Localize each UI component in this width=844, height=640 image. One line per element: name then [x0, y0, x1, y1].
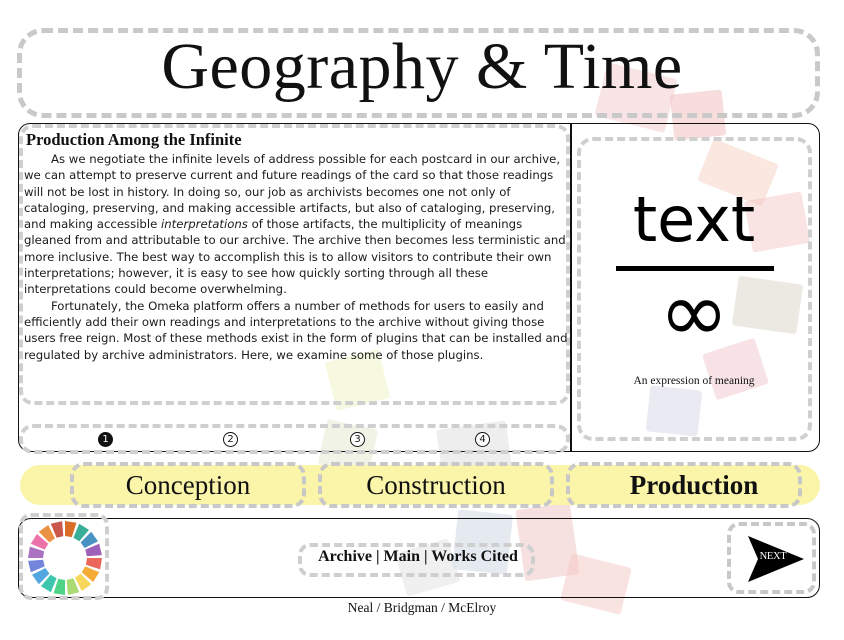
next-button-label[interactable]: NEXT: [759, 551, 787, 562]
works-cited-link[interactable]: Works Cited: [431, 548, 518, 565]
tab-conception[interactable]: Conception: [125, 470, 251, 500]
archive-link[interactable]: Archive: [318, 548, 372, 565]
section-heading: Production Among the Infinite: [26, 130, 242, 149]
page-1-button[interactable]: 1: [98, 432, 113, 447]
panel-divider: [570, 124, 572, 451]
page-4-button[interactable]: 4: [475, 432, 490, 447]
article-body: [24, 151, 569, 363]
infinity-icon: ∞: [659, 263, 729, 361]
logo-caption: An expression of meaning: [633, 375, 755, 387]
paragraph-text: As we negotiate the infinite levels of address possible for each postcard in our archive, we can attempt to preserve current and future readings of the card so that those readings will not be lost in history. In doing so, our job as archivists becomes one not only of cataloging, preserving, and making accessible artifacts, but also of cataloging, preserving, and making accessible: [24, 152, 561, 232]
link-separator: |: [376, 548, 380, 565]
page-3-button[interactable]: 3: [350, 432, 365, 447]
author-credits: Neal / Bridgman / McElroy: [347, 600, 497, 615]
emphasized-term: interpretations: [161, 217, 248, 232]
page-2-button[interactable]: 2: [223, 432, 238, 447]
footer-links: [298, 548, 538, 566]
article-paragraph: [24, 151, 569, 298]
tab-construction[interactable]: Construction: [366, 470, 506, 500]
article-paragraph: Fortunately, the Omeka platform offers a number of methods for users to easily and efficiently add their own readings and interpretations to the archive without giving those users free reign. Most of these methods exist in the form of plugins that can be installed and regulated by archive administrators. Here, we examine some of those plugins.: [24, 298, 568, 362]
page-title: Geography & Time: [161, 30, 683, 103]
main-link[interactable]: Main: [383, 548, 420, 565]
tab-production[interactable]: Production: [629, 470, 759, 500]
logo-text: text: [632, 183, 756, 256]
link-separator: |: [423, 548, 428, 565]
paragraph-text: of those artifacts, the multiplicity of meanings gleaned from and attributable to our archive. The archive then becomes less terministic and more inclusive. The best way to accomplish this is to allow visitors to contribute their own interpretations; however, it is easy to see how quickly sorting through all these interpretations could become overwhelming.: [24, 217, 566, 297]
postcard-wheel-icon[interactable]: [26, 519, 104, 597]
